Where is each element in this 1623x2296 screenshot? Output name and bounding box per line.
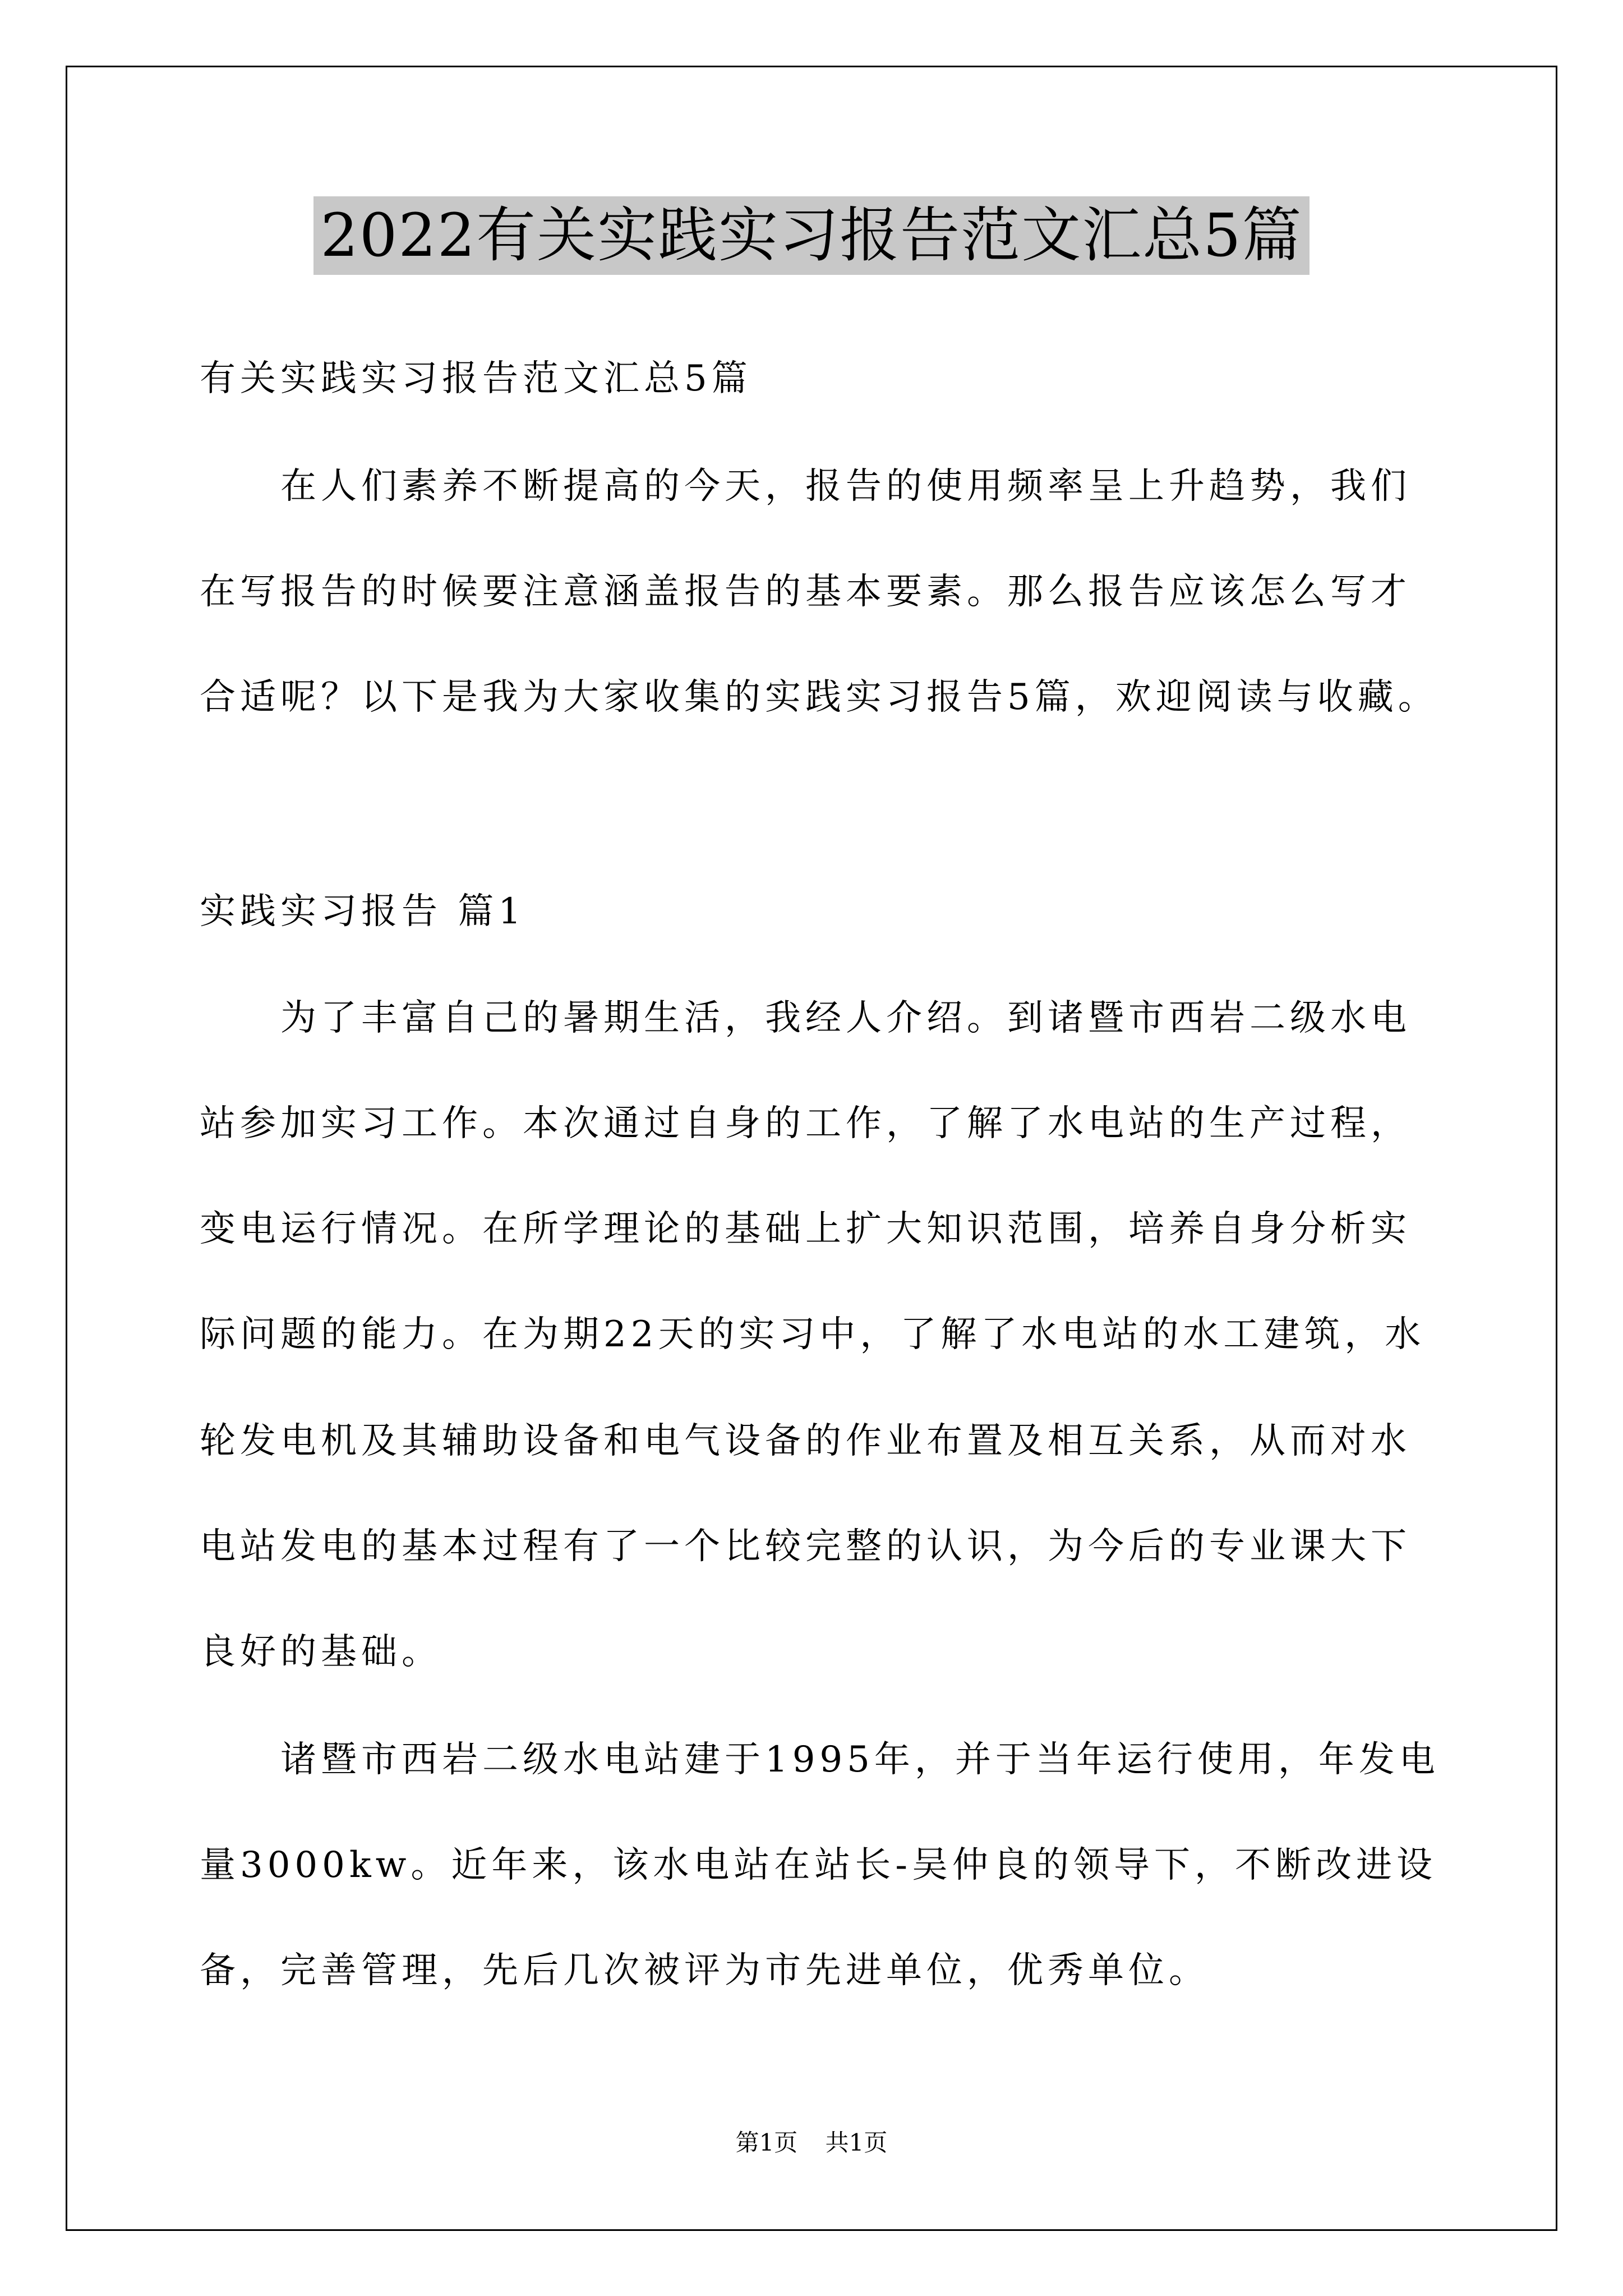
intro-line: 在写报告的时候要注意涵盖报告的基本要素。那么报告应该怎么写才 [200, 571, 1411, 613]
paragraph-line: 诸暨市西岩二级水电站建于1995年，并于当年运行使用，年发电 [280, 1739, 1440, 1780]
paragraph-line: 轮发电机及其辅助设备和电气设备的作业布置及相互关系，从而对水 [200, 1420, 1411, 1462]
paragraph-line: 际问题的能力。在为期22天的实习中，了解了水电站的水工建筑，水 [200, 1314, 1426, 1355]
paragraph-line: 站参加实习工作。本次通过自身的工作，了解了水电站的生产过程， [200, 1103, 1411, 1144]
document-subtitle: 有关实践实习报告范文汇总5篇 [200, 358, 752, 399]
paragraph-line: 变电运行情况。在所学理论的基础上扩大知识范围，培养自身分析实 [200, 1208, 1411, 1250]
intro-line: 在人们素养不断提高的今天，报告的使用频率呈上升趋势，我们 [280, 466, 1411, 507]
document-title: 2022有关实践实习报告范文汇总5篇 [313, 196, 1309, 275]
paragraph-line: 良好的基础。 [200, 1631, 442, 1673]
title-container [0, 196, 1623, 275]
intro-line: 合适呢？以下是我为大家收集的实践实习报告5篇，欢迎阅读与收藏。 [200, 677, 1438, 718]
page-footer [0, 2126, 1623, 2160]
paragraph-line: 量3000kw。近年来，该水电站在站长-吴仲良的领导下，不断改进设 [200, 1844, 1437, 1886]
paragraph-line: 备，完善管理，先后几次被评为市先进单位，优秀单位。 [200, 1950, 1209, 1991]
page-number: 第1页 [735, 2129, 798, 2156]
page-total: 共1页 [825, 2129, 888, 2156]
paragraph-line: 为了丰富自己的暑期生活，我经人介绍。到诸暨市西岩二级水电 [280, 997, 1411, 1039]
paragraph-line: 电站发电的基本过程有了一个比较完整的认识，为今后的专业课大下 [200, 1526, 1411, 1567]
section-heading: 实践实习报告 篇1 [200, 891, 526, 932]
